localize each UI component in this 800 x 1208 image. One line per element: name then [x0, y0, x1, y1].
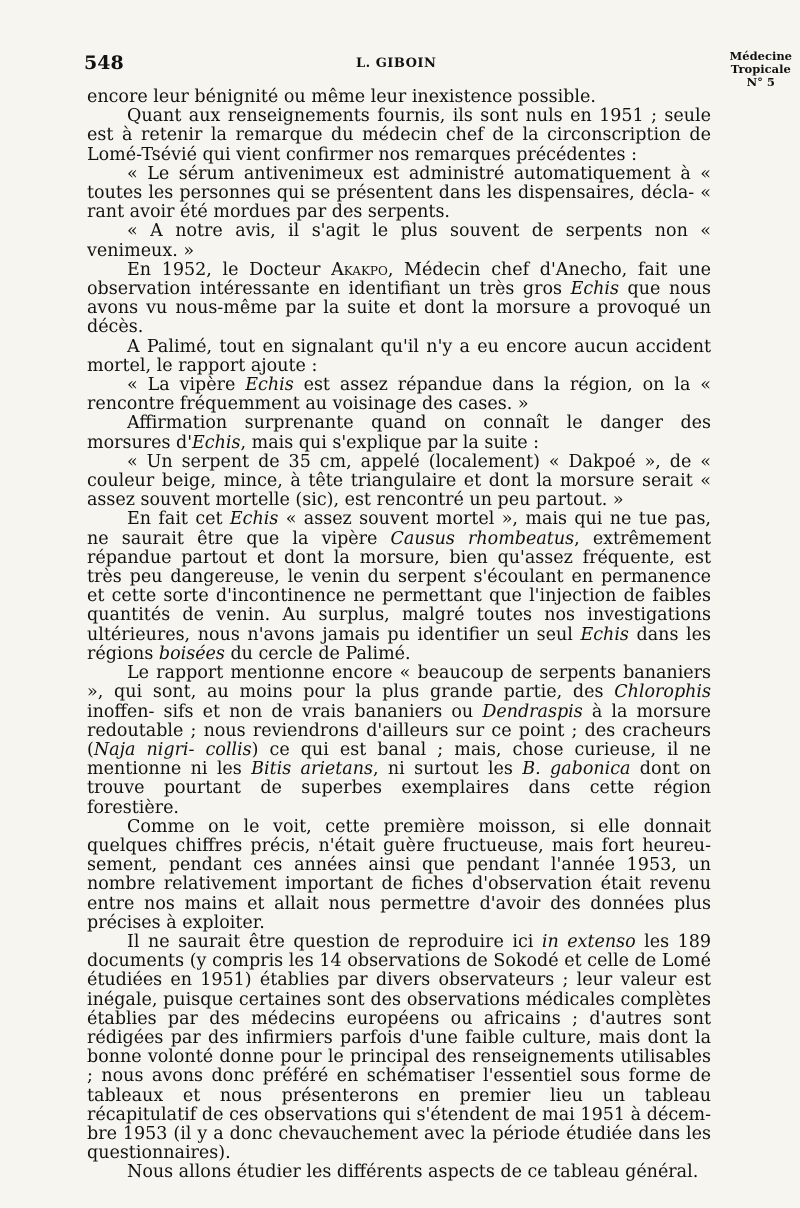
species-name: Naja nigri- collis [93, 739, 252, 760]
text-run: est assez répandue dans la région, on la « rencontre fréquemment au voisinage des cases. » [87, 375, 711, 415]
journal-name-line2: Tropicale [730, 62, 791, 76]
species-name: Echis [570, 279, 619, 300]
text-run: du cercle de Palimé. [224, 643, 411, 664]
text-run: En 1952, le Docteur [127, 259, 332, 280]
paragraph-2: Quant aux renseignements fournis, ils sont nuls en 1951 ; seule est à retenir la remarque du médecin chef de la circonscription de Lomé-Tsévié qui vient confirmer nos remarques précédentes : [87, 106, 711, 165]
paragraph-5 [87, 414, 711, 452]
quote-2: « A notre avis, il s'agit le plus souvent de serpents non « venimeux. » [87, 221, 711, 261]
species-name: Causus rhombeatus [390, 528, 575, 549]
text-run: les 189 documents (y compris les 14 observations de Sokodé et celle de Lomé étudiées en 1951) établies par divers observateurs ; leur valeur est inégale, puisque certaines sont des observations médicales complètes établies par des médecins européens ou africains ; d'autres sont rédigées par des infirmiers parfois d'une faible culture, mais dont la bonne volonté donne pour le principal des renseignements utilisables ; nous avons donc préféré en schématiser l'essentiel sous forme de tableaux et nous présenterons en premier lieu un tableau récapitulatif de ces observations qui s'étendent de mai 1951 à décem- bre 1953 (il y a donc chevauchement avec la période étudiée dans les questionnaires). [87, 931, 711, 1164]
species-name: Chlorophis [614, 682, 711, 703]
text-run: ) ce qui est banal ; mais, chose curieuse, il ne mentionne ni les [87, 739, 711, 780]
species-name: Echis [192, 432, 241, 453]
species-name: Bitis arietans [251, 759, 373, 780]
species-name: B. gabonica [522, 759, 631, 780]
text-run: , ni surtout les [373, 759, 523, 780]
journal-issue: N° 5 [746, 75, 775, 89]
emphasis: boisées [158, 643, 225, 664]
text-run: Le rapport mentionne encore « beaucoup de serpents bananiers », qui sont, au moins pour la plus grande partie, des [87, 663, 711, 703]
text-run: , mais qui s'explique par la suite : [240, 432, 540, 453]
author-name: Akakpo [331, 259, 388, 280]
paragraph-6 [87, 510, 711, 664]
text-run: inoffen- sifs et non de vrais bananiers ou [87, 701, 483, 722]
species-name: Echis [580, 624, 629, 645]
paragraph-4: A Palimé, tout en signalant qu'il n'y a eu encore aucun accident mortel, le rapport ajoute : [87, 336, 711, 376]
text-run: « assez souvent mortel », mais qui ne tue pas, ne saurait être que la vipère [87, 509, 711, 549]
running-head-author: L. GIBOIN [356, 56, 437, 71]
paragraph-10: Nous allons étudier les différents aspects de ce tableau général. [127, 1162, 699, 1183]
quote-4: « Un serpent de 35 cm, appelé (localement) « Dakpoé », de « couleur beige, mince, à tête triangulaire et dont la morsure serait « assez souvent mortelle (sic), est rencontré un peu partout. » [87, 451, 711, 511]
text-run: , extrêmement répandue partout et dont la morsure, bien qu'assez fréquente, est très peu dangereuse, le venin du serpent s'écoulant en permanence et cette sorte d'incontinence ne permettant que l'injection de faibles quantités de venin. Au surplus, malgré toutes nos investigations ultérieures, nous n'avons jamais pu identifier un seul [87, 528, 711, 645]
page-header [84, 50, 792, 90]
text-run: Affirmation surprenante quand on connaît le danger des morsures d' [87, 413, 711, 453]
paragraph-7 [87, 664, 711, 818]
quote-1: « Le sérum antivenimeux est administré automatiquement à « toutes les personnes qui se présentent dans les dispensaires, décla- « rant avoir été mordues par des serpents. [87, 163, 711, 223]
page-number: 548 [84, 52, 124, 74]
text-run: dans les régions [87, 624, 711, 664]
species-name: Echis [229, 509, 279, 530]
text-run: « La vipère [127, 375, 246, 396]
text-run: , Médecin chef d'Anecho, fait une observation intéressante en identifiant un très gros [87, 259, 712, 300]
journal-name-line1: Médecine [729, 49, 792, 63]
text-run: à la morsure redoutable ; nous reviendrons d'ailleurs sur ce point ; des cracheurs ( [87, 701, 712, 760]
text-run: Il ne saurait être question de reproduire ici [127, 931, 542, 952]
emphasis: in extenso [541, 931, 636, 952]
paragraph-9 [87, 933, 711, 1163]
paragraph-1: encore leur bénignité ou même leur inexistence possible. [87, 87, 596, 107]
species-name: Dendraspis [482, 701, 583, 722]
text-run: En fait cet [127, 509, 230, 530]
quote-3 [87, 376, 711, 414]
journal-tag [730, 50, 792, 89]
body-text [87, 88, 711, 1183]
paragraph-8: Comme on le voit, cette première moisson, si elle donnait quelques chiffres précis, n'était guère fructueuse, mais fort heureu- sement, pendant ces années ainsi que pendant l'année 1953, un nombre relativement important de fiches d'observation était revenu entre nos mains et allait nous permettre d'avoir des données plus précises à exploiter. [87, 816, 711, 933]
species-name: Echis [245, 375, 294, 396]
text-run: dont on trouve pourtant de superbes exemplaires dans cette région forestière. [87, 759, 711, 818]
text-run: que nous avons vu nous-même par la suite et dont la morsure a provoqué un décès. [87, 279, 711, 338]
paragraph-3 [87, 261, 711, 338]
